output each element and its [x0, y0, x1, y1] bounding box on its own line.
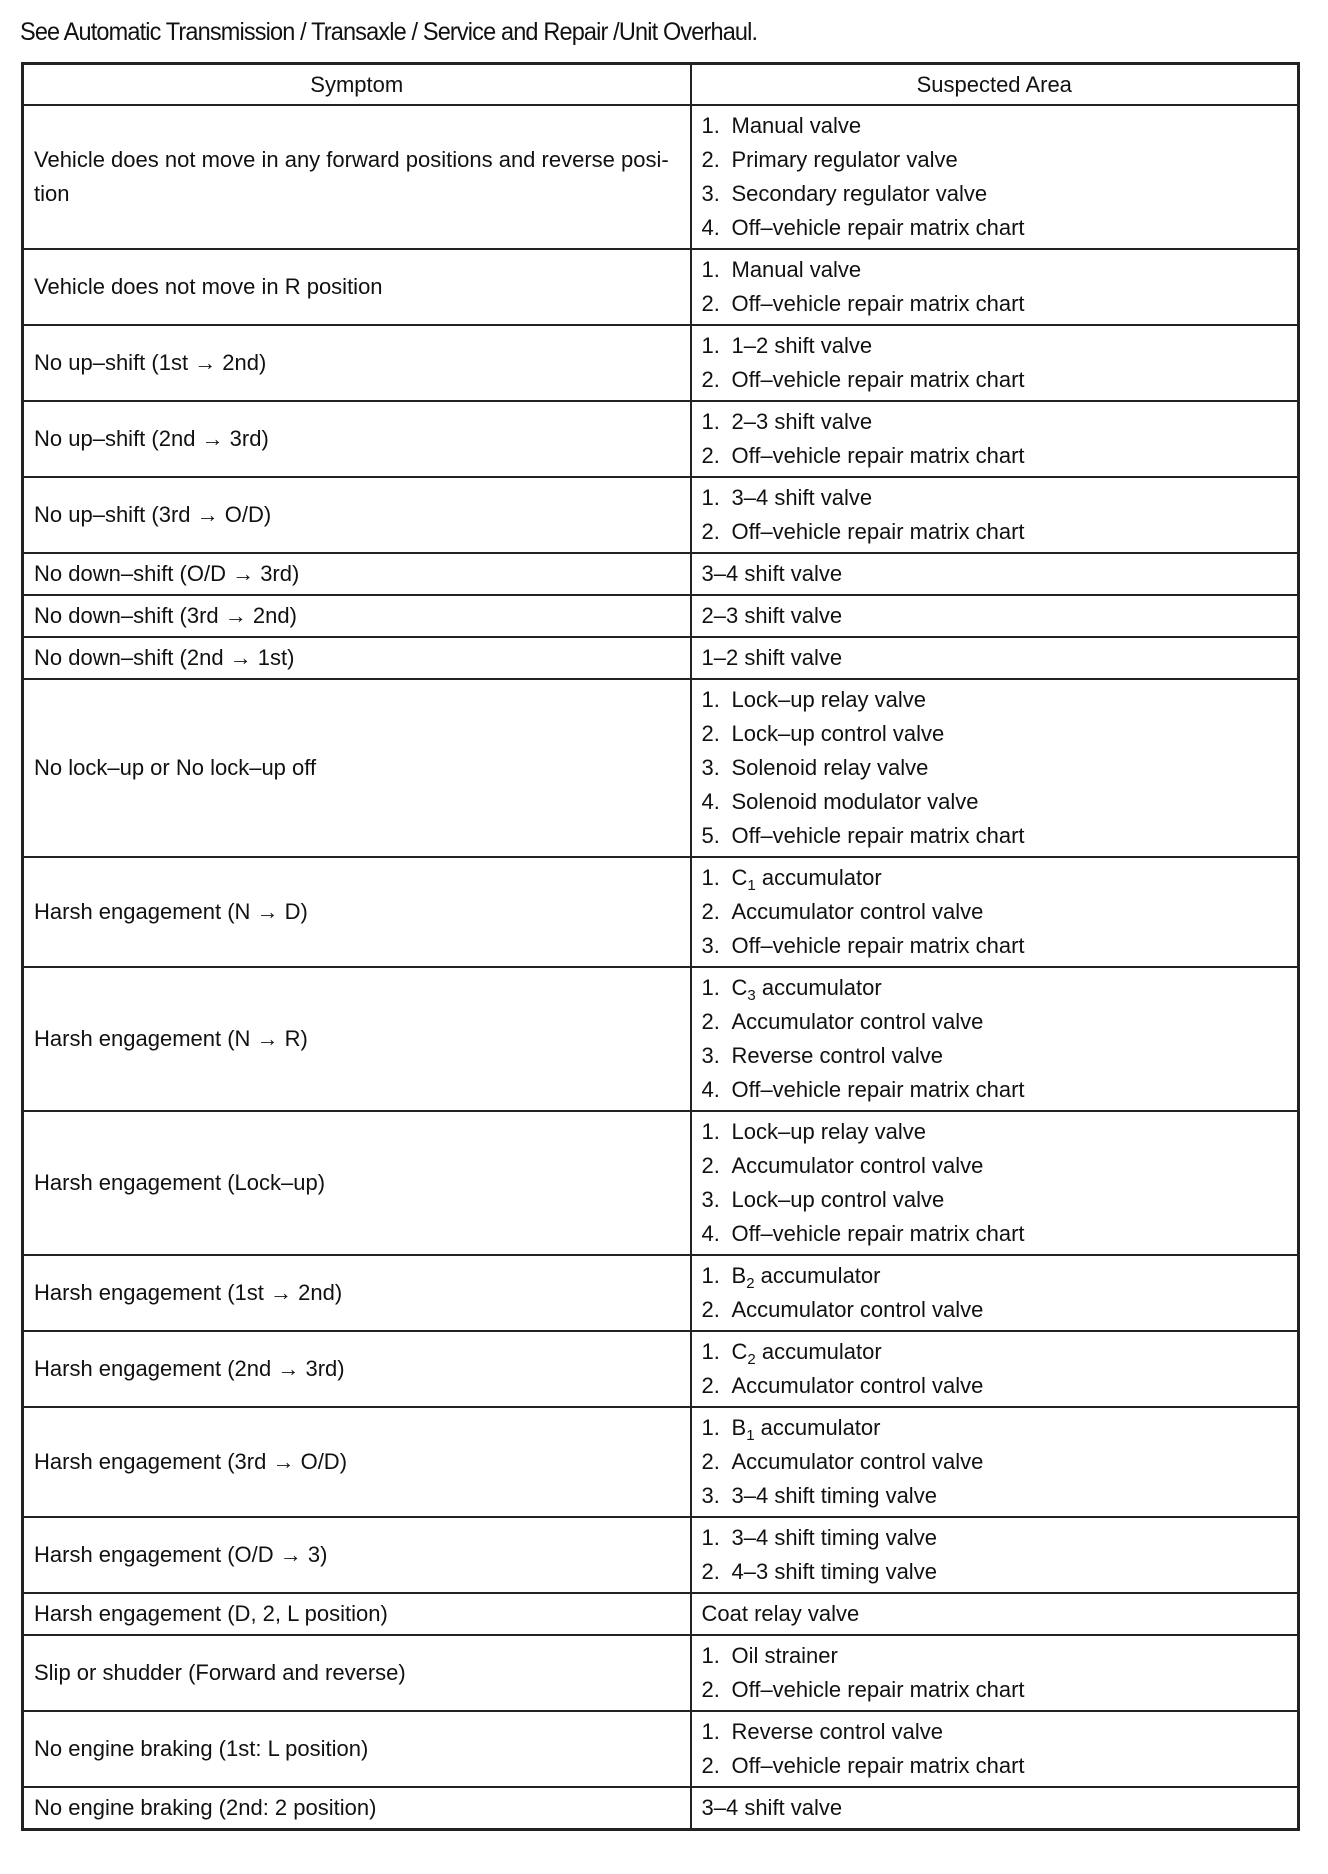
table-row	[23, 1635, 1299, 1711]
item-number: 1.	[701, 1719, 720, 1744]
suspected-area-item	[702, 895, 1288, 929]
item-text: 3–4 shift valve	[731, 485, 873, 510]
suspected-area-item	[702, 481, 1288, 515]
suspected-area-item	[702, 1369, 1288, 1403]
table-row	[23, 1111, 1299, 1255]
item-text: $C_1$ accumulator	[731, 865, 882, 894]
symptom-cell: Harsh engagement (3rd → O/D)	[23, 1407, 691, 1517]
item-number: 1.	[701, 1415, 720, 1440]
suspected-area-cell	[691, 249, 1299, 325]
symptom-cell: Harsh engagement (D, 2, L position)	[23, 1593, 691, 1635]
symptom-cell: No engine braking (2nd: 2 position)	[23, 1787, 691, 1830]
table-row	[23, 1787, 1299, 1830]
suspected-area-item	[702, 405, 1288, 439]
suspected-area-item	[702, 1039, 1288, 1073]
suspected-area-cell	[691, 967, 1299, 1111]
suspected-area-item	[702, 861, 1288, 895]
symptom-cell: No up–shift (2nd → 3rd)	[23, 401, 691, 477]
item-text: Solenoid modulator valve	[731, 789, 979, 814]
item-number: 2.	[701, 1009, 720, 1034]
item-number: 2.	[701, 899, 720, 924]
item-text: Off–vehicle repair matrix chart	[731, 1221, 1025, 1246]
item-text: Secondary regulator valve	[731, 181, 988, 206]
item-text: Off–vehicle repair matrix chart	[731, 519, 1025, 544]
suspected-area-cell	[691, 679, 1299, 857]
table-row	[23, 249, 1299, 325]
suspected-area-item	[702, 1411, 1288, 1445]
table-row	[23, 967, 1299, 1111]
item-number: 1.	[701, 485, 720, 510]
item-number: 1.	[701, 975, 720, 1000]
item-text: Primary regulator valve	[731, 147, 958, 172]
item-text: Off–vehicle repair matrix chart	[731, 215, 1025, 240]
item-number: 3.	[701, 1187, 720, 1212]
item-number: 3.	[701, 933, 720, 958]
symptom-cell: Harsh engagement (2nd → 3rd)	[23, 1331, 691, 1407]
symptom-column-header: Symptom	[23, 64, 691, 106]
symptom-cell: Harsh engagement (N → D)	[23, 857, 691, 967]
symptom-cell: Vehicle does not move in R position	[23, 249, 691, 325]
suspected-area-cell	[691, 1111, 1299, 1255]
item-number: 2.	[701, 1559, 720, 1584]
table-row	[23, 1593, 1299, 1635]
suspected-area-item	[702, 1639, 1288, 1673]
symptom-cell: Harsh engagement (Lock–up)	[23, 1111, 691, 1255]
item-number: 1.	[701, 113, 720, 138]
suspected-area-cell: 1–2 shift valve	[691, 637, 1299, 679]
item-text: 4–3 shift timing valve	[731, 1559, 937, 1584]
item-text: Off–vehicle repair matrix chart	[731, 367, 1025, 392]
item-text: 3–4 shift timing valve	[731, 1483, 937, 1508]
suspected-area-item	[702, 1005, 1288, 1039]
item-number: 2.	[701, 1153, 720, 1178]
symptom-cell: Harsh engagement (1st → 2nd)	[23, 1255, 691, 1331]
page-heading: See Automatic Transmission / Transaxle / Service and Repair /Unit Overhaul.	[20, 18, 758, 46]
item-number: 2.	[701, 291, 720, 316]
item-number: 1.	[701, 865, 720, 890]
item-number: 1.	[701, 409, 720, 434]
table-row	[23, 1255, 1299, 1331]
suspected-area-item	[702, 819, 1288, 853]
item-number: 2.	[701, 1677, 720, 1702]
symptom-cell: No down–shift (O/D → 3rd)	[23, 553, 691, 595]
item-number: 4.	[701, 1077, 720, 1102]
suspected-area-cell: Coat relay valve	[691, 1593, 1299, 1635]
item-number: 1.	[701, 1339, 720, 1364]
suspected-area-item	[702, 1521, 1288, 1555]
table-header-row	[23, 64, 1299, 106]
suspected-area-item	[702, 971, 1288, 1005]
suspected-area-item	[702, 751, 1288, 785]
suspected-area-item	[702, 683, 1288, 717]
suspected-area-item	[702, 1445, 1288, 1479]
suspected-area-cell	[691, 1255, 1299, 1331]
table-row	[23, 1711, 1299, 1787]
table-row	[23, 1517, 1299, 1593]
suspected-area-item	[702, 929, 1288, 963]
item-number: 2.	[701, 1753, 720, 1778]
item-number: 1.	[701, 1263, 720, 1288]
suspected-area-item	[702, 1335, 1288, 1369]
item-text: Accumulator control valve	[731, 899, 984, 924]
symptom-cell: No engine braking (1st: L position)	[23, 1711, 691, 1787]
suspected-area-cell	[691, 401, 1299, 477]
item-text: Off–vehicle repair matrix chart	[731, 1077, 1025, 1102]
item-text: Lock–up relay valve	[731, 687, 926, 712]
item-text: $C_2$ accumulator	[731, 1339, 882, 1368]
item-number: 1.	[701, 257, 720, 282]
item-text: Off–vehicle repair matrix chart	[731, 1753, 1025, 1778]
suspected-area-item	[702, 1715, 1288, 1749]
suspected-area-item	[702, 1183, 1288, 1217]
item-text: Reverse control valve	[731, 1719, 944, 1744]
suspected-area-item	[702, 1259, 1288, 1293]
item-number: 1.	[701, 333, 720, 358]
item-number: 2.	[701, 367, 720, 392]
table-row	[23, 105, 1299, 249]
suspected-area-cell	[691, 1517, 1299, 1593]
item-number: 5.	[701, 823, 720, 848]
table-row	[23, 595, 1299, 637]
item-text: Accumulator control valve	[731, 1153, 984, 1178]
item-text: Solenoid relay valve	[731, 755, 929, 780]
table-row	[23, 1331, 1299, 1407]
table-body	[23, 105, 1299, 1830]
item-text: Off–vehicle repair matrix chart	[731, 933, 1025, 958]
suspected-area-item	[702, 1555, 1288, 1589]
suspected-area-item	[702, 515, 1288, 549]
table-row	[23, 679, 1299, 857]
item-number: 3.	[701, 1483, 720, 1508]
item-text: 2–3 shift valve	[731, 409, 873, 434]
suspected-area-cell	[691, 105, 1299, 249]
item-text: Manual valve	[731, 257, 862, 282]
symptom-table	[21, 62, 1300, 1831]
item-number: 2.	[701, 721, 720, 746]
item-number: 2.	[701, 1297, 720, 1322]
suspected-area-item	[702, 143, 1288, 177]
suspected-area-cell	[691, 1635, 1299, 1711]
suspected-area-item	[702, 785, 1288, 819]
suspected-area-item	[702, 363, 1288, 397]
suspected-area-item	[702, 1479, 1288, 1513]
table-row	[23, 401, 1299, 477]
suspected-area-cell	[691, 857, 1299, 967]
item-text: $B_1$ accumulator	[731, 1415, 881, 1444]
symptom-cell: No up–shift (1st → 2nd)	[23, 325, 691, 401]
suspected-area-item	[702, 109, 1288, 143]
suspected-area-item	[702, 1115, 1288, 1149]
suspected-area-item	[702, 253, 1288, 287]
item-text: Lock–up control valve	[731, 721, 945, 746]
item-text: Lock–up control valve	[731, 1187, 945, 1212]
suspected-area-item	[702, 211, 1288, 245]
item-text: Accumulator control valve	[731, 1373, 984, 1398]
item-text: Oil strainer	[731, 1643, 838, 1668]
item-text: Off–vehicle repair matrix chart	[731, 291, 1025, 316]
suspected-area-item	[702, 1673, 1288, 1707]
suspected-area-cell: 2–3 shift valve	[691, 595, 1299, 637]
suspected-area-item	[702, 717, 1288, 751]
suspected-area-column-header: Suspected Area	[691, 64, 1299, 106]
suspected-area-cell	[691, 1407, 1299, 1517]
suspected-area-item	[702, 177, 1288, 211]
symptom-cell: No lock–up or No lock–up off	[23, 679, 691, 857]
item-number: 4.	[701, 215, 720, 240]
item-number: 1.	[701, 1643, 720, 1668]
suspected-area-cell	[691, 1331, 1299, 1407]
suspected-area-item	[702, 1217, 1288, 1251]
item-text: Lock–up relay valve	[731, 1119, 926, 1144]
item-number: 3.	[701, 755, 720, 780]
symptom-cell: Vehicle does not move in any forward positions and reverse posi- tion	[23, 105, 691, 249]
suspected-area-item	[702, 1293, 1288, 1327]
item-text: Off–vehicle repair matrix chart	[731, 443, 1025, 468]
item-text: Off–vehicle repair matrix chart	[731, 1677, 1025, 1702]
table-row	[23, 637, 1299, 679]
suspected-area-item	[702, 329, 1288, 363]
item-text: Accumulator control valve	[731, 1449, 984, 1474]
item-number: 4.	[701, 789, 720, 814]
suspected-area-item	[702, 1749, 1288, 1783]
table-row	[23, 325, 1299, 401]
symptom-cell: Harsh engagement (N → R)	[23, 967, 691, 1111]
table-row	[23, 553, 1299, 595]
item-number: 2.	[701, 147, 720, 172]
item-text: 3–4 shift timing valve	[731, 1525, 937, 1550]
symptom-cell: No down–shift (2nd → 1st)	[23, 637, 691, 679]
suspected-area-cell: 3–4 shift valve	[691, 553, 1299, 595]
suspected-area-cell	[691, 1711, 1299, 1787]
item-text: Accumulator control valve	[731, 1009, 984, 1034]
item-text: Reverse control valve	[731, 1043, 944, 1068]
table-row	[23, 857, 1299, 967]
table-row	[23, 477, 1299, 553]
item-text: $C_3$ accumulator	[731, 975, 882, 1004]
item-number: 3.	[701, 181, 720, 206]
item-number: 1.	[701, 687, 720, 712]
item-number: 2.	[701, 443, 720, 468]
suspected-area-cell	[691, 477, 1299, 553]
suspected-area-item	[702, 1149, 1288, 1183]
suspected-area-cell	[691, 325, 1299, 401]
item-number: 1.	[701, 1119, 720, 1144]
item-number: 4.	[701, 1221, 720, 1246]
item-text: Off–vehicle repair matrix chart	[731, 823, 1025, 848]
item-number: 2.	[701, 1449, 720, 1474]
suspected-area-cell: 3–4 shift valve	[691, 1787, 1299, 1830]
suspected-area-item	[702, 1073, 1288, 1107]
item-text: Accumulator control valve	[731, 1297, 984, 1322]
item-text: Manual valve	[731, 113, 862, 138]
symptom-cell: Harsh engagement (O/D → 3)	[23, 1517, 691, 1593]
item-text: 1–2 shift valve	[731, 333, 873, 358]
suspected-area-item	[702, 439, 1288, 473]
symptom-cell: Slip or shudder (Forward and reverse)	[23, 1635, 691, 1711]
table-row	[23, 1407, 1299, 1517]
suspected-area-item	[702, 287, 1288, 321]
item-number: 2.	[701, 519, 720, 544]
symptom-cell: No down–shift (3rd → 2nd)	[23, 595, 691, 637]
symptom-cell: No up–shift (3rd → O/D)	[23, 477, 691, 553]
item-number: 1.	[701, 1525, 720, 1550]
item-number: 2.	[701, 1373, 720, 1398]
item-number: 3.	[701, 1043, 720, 1068]
item-text: $B_2$ accumulator	[731, 1263, 881, 1292]
